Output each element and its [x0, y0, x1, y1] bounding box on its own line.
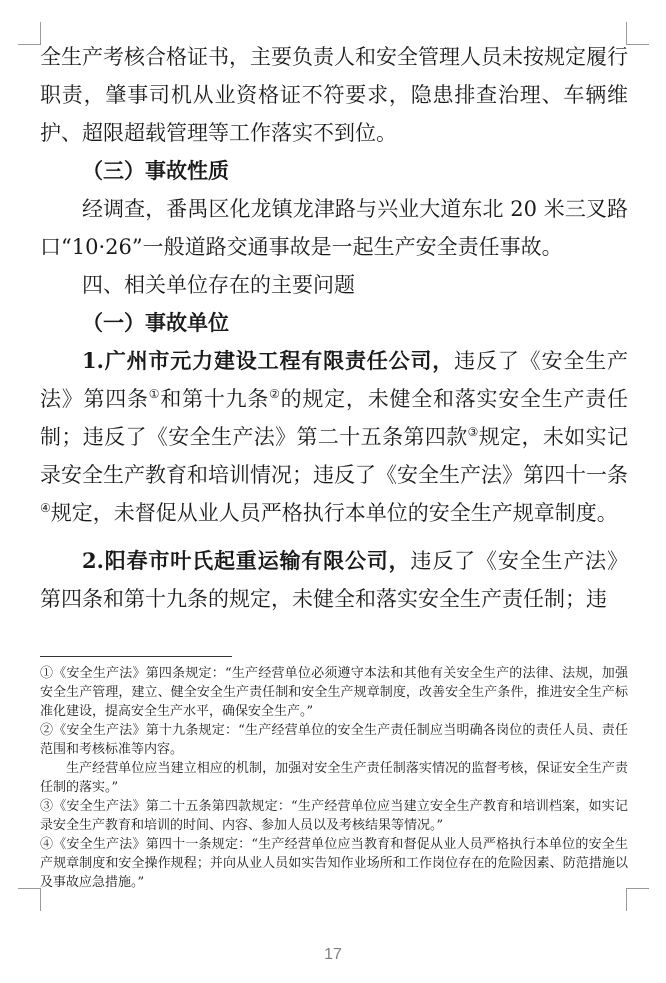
- item-2-title: 2.阳春市叶氏起重运输有限公司，: [82, 548, 411, 573]
- item-1-text-a: 违反了《安全生产法》第四条: [40, 349, 629, 411]
- crop-mark-top-left: [18, 22, 41, 45]
- item-1-text-c: 的规定，未健全和落实安全生产责任制；违反了《安全生产法》第二十五条第四款: [40, 387, 629, 449]
- footnote-ref-1[interactable]: ①: [148, 387, 161, 401]
- heading-accident-nature: （三）事故性质: [82, 158, 229, 183]
- footnote-ref-3[interactable]: ③: [467, 425, 479, 439]
- footnote-ref-2[interactable]: ②: [269, 387, 281, 401]
- item-1-text-d: 规定，未如实记录安全生产教育和培训情况；违反了《安全生产法》第四十一条: [40, 425, 629, 487]
- paragraph-accident-nature: 经调查，番禺区化龙镇龙津路与兴业大道东北 20 米三叉路口“10·26”一般道路交通事故是一起生产安全责任事故。: [40, 197, 628, 259]
- footnotes: [40, 664, 628, 892]
- item-1-text-b: 和第十九条: [160, 387, 270, 411]
- footnote-2: ②《安全生产法》第十九条规定：“生产经营单位的安全生产责任制应当明确各岗位的责任人员、责任范围和考核标准等内容。: [40, 723, 628, 757]
- paragraph-continued: 全生产考核合格证书，主要负责人和安全管理人员未按规定履行职责，肇事司机从业资格证不符要求，隐患排查治理、车辆维护、超限超载管理等工作落实不到位。: [40, 45, 628, 145]
- footnote-3: ③《安全生产法》第二十五条第四款规定：“生产经营单位应当建立安全生产教育和培训档案，如实记录安全生产教育和培训的时间、内容、参加人员以及考核结果等情况。”: [40, 799, 628, 833]
- crop-mark-bottom-right: [626, 888, 649, 911]
- footnote-ref-4[interactable]: ④: [40, 501, 51, 515]
- paragraph-item-2: [40, 542, 628, 618]
- main-body: [40, 38, 628, 618]
- heading-accident-units: （一）事故单位: [82, 310, 229, 335]
- heading-section-four: 四、相关单位存在的主要问题: [82, 273, 355, 297]
- footnote-4: ④《安全生产法》第四十一条规定：“生产经营单位应当教育和督促从业人员严格执行本单位的安全生产规章制度和安全操作规程；并向从业人员如实告知作业场所和工作岗位存在的危险因素、防范措施以及事故应急措施。”: [40, 837, 628, 890]
- footnote-separator: [40, 656, 232, 657]
- item-1-text-e: 规定，未督促从业人员严格执行本单位的安全生产规章制度。: [50, 501, 618, 525]
- item-1-title: 1.广州市元力建设工程有限责任公司，: [82, 348, 455, 373]
- item-2-text: 违反了《安全生产法》第四条和第十九条的规定，未健全和落实安全生产责任制；违: [40, 549, 629, 611]
- crop-mark-bottom-left: [18, 888, 41, 911]
- page-number: 17: [324, 946, 342, 963]
- paragraph-item-1: [40, 342, 628, 532]
- footnote-2-continued: 生产经营单位应当建立相应的机制，加强对安全生产责任制落实情况的监督考核，保证安全生产责任制的落实。”: [40, 761, 628, 795]
- crop-mark-top-right: [626, 22, 649, 45]
- footnote-1: ①《安全生产法》第四条规定：“生产经营单位必须遵守本法和其他有关安全生产的法律、法规，加强安全生产管理，建立、健全安全生产责任制和安全生产规章制度，改善安全生产条件，推进安全生产标准化建设，提高安全生产水平，确保安全生产。”: [40, 666, 628, 719]
